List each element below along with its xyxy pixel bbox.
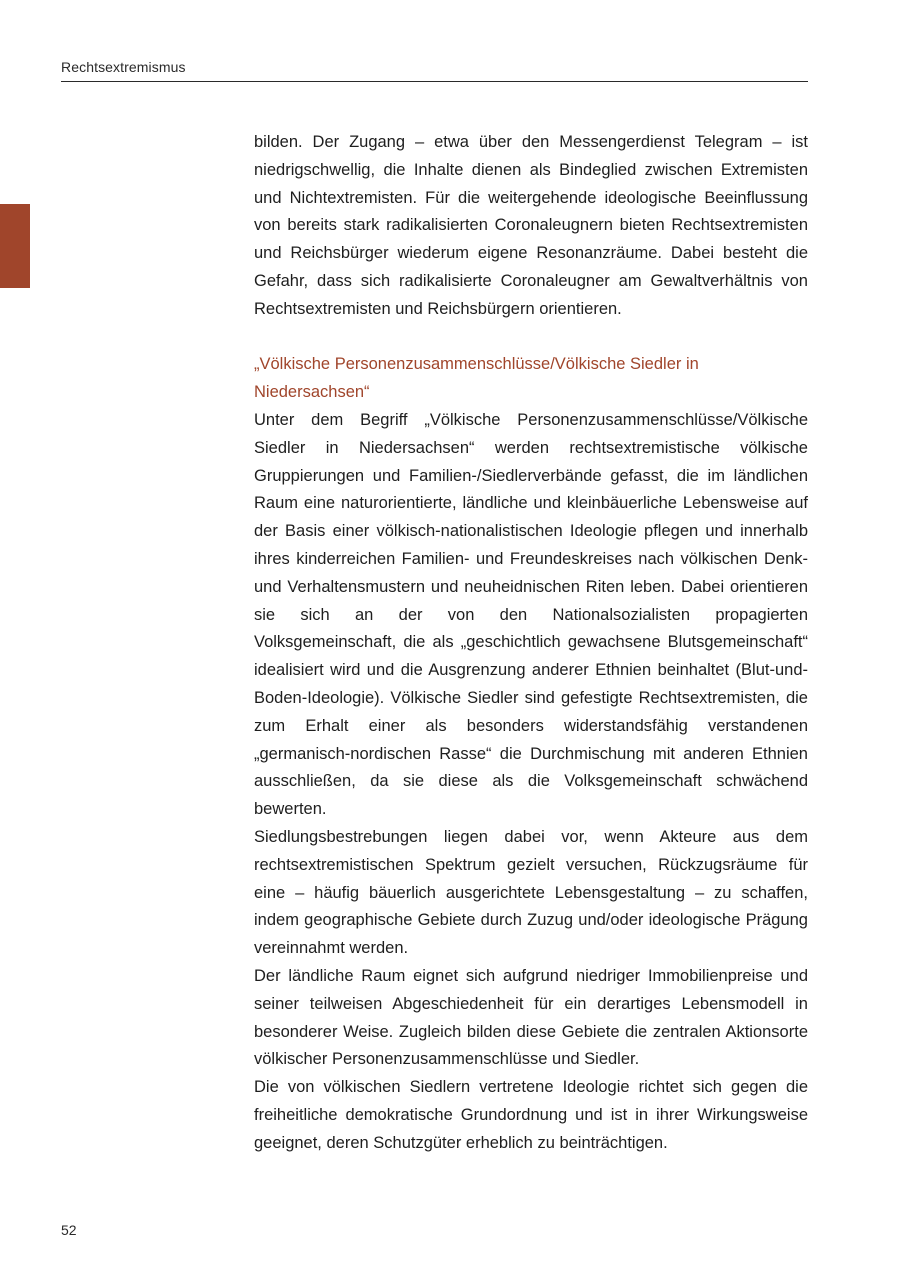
body-paragraph: Siedlungsbestrebungen liegen dabei vor, wenn Akteure aus dem rechtsextremistischen Spektrum gezielt versuchen, Rückzugsräume für eine – häufig bäuerlich ausgerichtete Lebensgestaltung – zu schaffen, indem geographische Gebiete durch Zuzug und/oder ideologische Prägung vereinnahmt werden. (254, 827, 808, 958)
header-rule (61, 81, 808, 82)
body-paragraph: Der ländliche Raum eignet sich aufgrund niedriger Immobilienpreise und seiner teilweisen Abgeschiedenheit für ein derartiges Lebensmodell in besonderer Weise. Zugleich bilden diese Gebiete die zentralen Aktionsorte völkischer Personenzusammenschlüsse und Siedler. (254, 966, 808, 1069)
intro-paragraph: bilden. Der Zugang – etwa über den Messengerdienst Telegram – ist niedrigschwellig, die Inhalte dienen als Bindeglied zwischen Extremisten und Nichtextremisten. Für die weitergehende ideologische Beeinflussung von bereits stark radikalisierten Coronaleugnern bieten Rechtsextremisten und Reichsbürger wiederum eigene Resonanzräume. Dabei besteht die Gefahr, dass sich radikalisierte Coronaleugner am Gewaltverhältnis von Rechtsextremisten und Reichsbürgern orientieren. (254, 133, 808, 318)
section-heading: „Völkische Personenzusammenschlüsse/Völkische Siedler in Niedersachsen“ (254, 355, 699, 402)
page-number: 52 (61, 1222, 77, 1238)
running-header: Rechtsextremismus (61, 59, 186, 75)
body-paragraph: Die von völkischen Siedlern vertretene Ideologie richtet sich gegen die freiheitliche demokratische Grundordnung und ist in ihrer Wirkungsweise geeignet, deren Schutzgüter erheblich zu beinträchtigen. (254, 1078, 808, 1152)
main-text-column (254, 129, 808, 1157)
chapter-side-tab (0, 204, 30, 288)
body-paragraph: Unter dem Begriff „Völkische Personenzusammenschlüsse/Völkische Siedler in Niedersachsen“ werden rechtsextremistische völkische Gruppierungen und Familien-/Siedlerverbände gefasst, die im ländlichen Raum eine naturorientierte, ländliche und kleinbäuerliche Lebensweise auf der Basis einer völkisch-nationalistischen Ideologie pflegen und innerhalb ihres kinderreichen Familien- und Freundeskreises nach völkischen Denk- und Verhaltensmustern und neuheidnischen Riten leben. Dabei orientieren sie sich an der von den Nationalsozialisten propagierten Volksgemeinschaft, die als „geschichtlich gewachsene Blutsgemeinschaft“ idealisiert wird und die Ausgrenzung anderer Ethnien beinhaltet (Blut-und-Boden-Ideologie). Völkische Siedler sind gefestigte Rechtsextremisten, die zum Erhalt einer als besonders widerstandsfähig verstandenen „germanisch-nordischen Rasse“ die Durchmischung mit anderen Ethnien ausschließen, da sie diese als die Volksgemeinschaft schwächend bewerten. (254, 410, 808, 819)
